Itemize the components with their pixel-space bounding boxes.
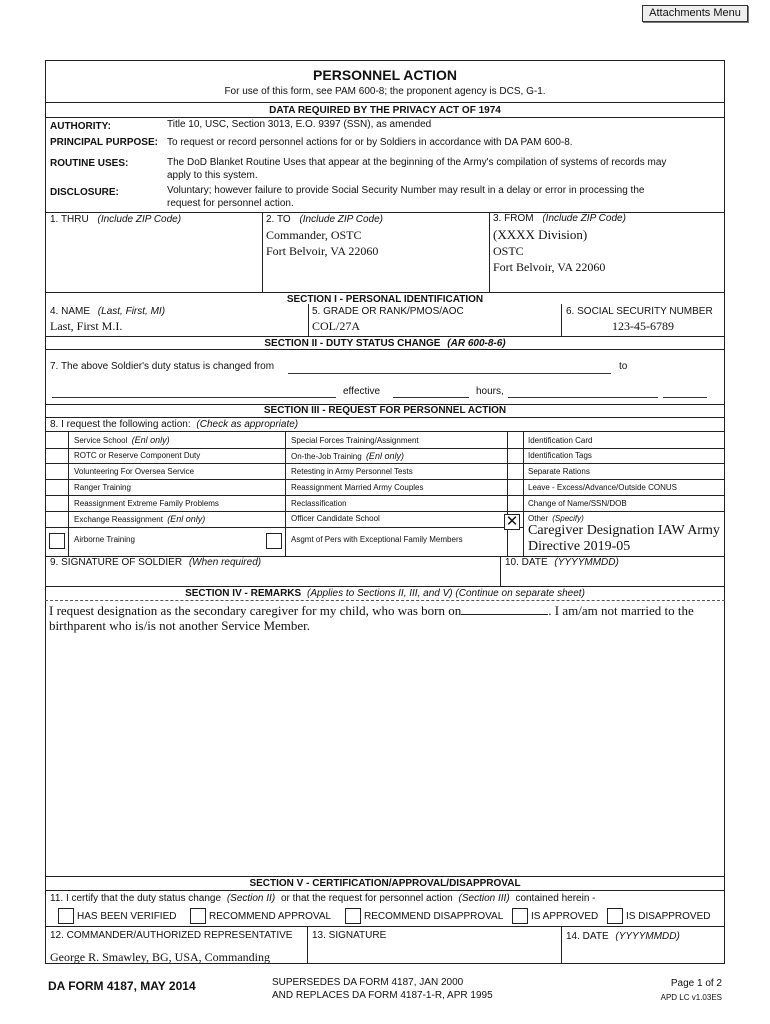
option-hint: (Specify) (552, 514, 584, 523)
disclosure-text-1: Voluntary; however failure to provide Social Security Number may result in a delay or error in processing the (167, 185, 645, 196)
remarks-line-1b: . I am/am not married to the (548, 603, 694, 618)
is-disapproved-label: IS DISAPPROVED (626, 911, 711, 922)
soldier-signature-hint: (When required) (188, 557, 262, 568)
option-id-card[interactable]: Identification Card (528, 436, 593, 445)
airborne-checkbox[interactable] (49, 533, 65, 549)
routine-text-1: The DoD Blanket Routine Uses that appear at the beginning of the Army's compilation of systems of records may (167, 157, 667, 168)
attachments-menu-label: Attachments Menu (649, 7, 741, 19)
purpose-text: To request or record personnel actions for or by Soldiers in accordance with DA PAM 600-8. (167, 137, 573, 148)
option-ranger[interactable]: Ranger Training (74, 483, 131, 492)
option-ocs[interactable]: Officer Candidate School (291, 514, 380, 523)
to-field[interactable] (266, 214, 383, 225)
option-id-tags[interactable]: Identification Tags (528, 451, 592, 460)
certify-d: (Section III) (458, 893, 510, 904)
thru-hint: (Include ZIP Code) (97, 214, 182, 225)
routine-text-2: apply to this system. (167, 170, 258, 181)
soldier-date-hint: (YYYYMMDD) (554, 557, 619, 568)
checkmark-icon: ✕ (505, 513, 519, 530)
option-oversea[interactable]: Volunteering For Oversea Service (74, 467, 195, 476)
option-separate-rations[interactable]: Separate Rations (528, 467, 590, 476)
effective-field[interactable] (393, 397, 469, 398)
supersedes-line-1: SUPERSEDES DA FORM 4187, JAN 2000 (272, 977, 464, 988)
section5-header: SECTION V - CERTIFICATION/APPROVAL/DISAPPROVAL (249, 878, 521, 889)
section3-header: SECTION III - REQUEST FOR PERSONNEL ACTION (263, 405, 507, 416)
certify-b: (Section II) (226, 893, 276, 904)
remarks-line-1a: I request designation as the secondary caregiver for my child, who was born on (49, 603, 462, 618)
request-action-label: 8. I request the following action: (50, 419, 191, 430)
option-label: Other (528, 514, 549, 523)
duty-status-text: 7. The above Soldier's duty status is changed from (50, 361, 275, 372)
attachments-menu-button[interactable] (642, 5, 748, 22)
effective-label: effective (343, 386, 381, 397)
remarks-line-2: birthparent who is/is not another Service Member. (49, 618, 311, 633)
thru-field[interactable] (50, 214, 181, 225)
section1-header: SECTION I - PERSONAL IDENTIFICATION (286, 294, 484, 305)
section2-title: SECTION II - DUTY STATUS CHANGE (264, 338, 441, 349)
is-disapproved-checkbox[interactable] (607, 908, 623, 924)
option-leave[interactable]: Leave - Excess/Advance/Outside CONUS (528, 483, 677, 492)
option-reassign-family[interactable]: Reassignment Extreme Family Problems (74, 499, 219, 508)
authority-text: Title 10, USC, Section 3013, E.O. 9397 (SSN), as amended (167, 119, 432, 130)
recommend-disapproval-checkbox[interactable] (345, 908, 361, 924)
other-checkbox[interactable] (504, 514, 520, 530)
grade-label: 5. GRADE OR RANK/PMOS/AOC (312, 306, 464, 317)
section4-hint: (Applies to Sections II, III, and V) (Continue on separate sheet) (306, 588, 585, 599)
is-approved-checkbox[interactable] (512, 908, 528, 924)
grade-value[interactable]: COL/27A (312, 319, 360, 333)
recommend-disapproval-label: RECOMMEND DISAPPROVAL (364, 911, 504, 922)
authority-label: AUTHORITY: (50, 121, 111, 132)
to-line-2: Fort Belvoir, VA 22060 (266, 244, 379, 258)
other-value-2[interactable]: Directive 2019-05 (528, 539, 631, 554)
name-value[interactable]: Last, First M.I. (50, 319, 123, 333)
routine-label: ROUTINE USES: (50, 158, 129, 169)
option-married-couples[interactable]: Reassignment Married Army Couples (291, 483, 424, 492)
has-been-verified-label: HAS BEEN VERIFIED (77, 911, 177, 922)
from-line-2: OSTC (493, 244, 524, 258)
option-retesting[interactable]: Retesting in Army Personnel Tests (291, 467, 413, 476)
disclosure-text-2: request for personnel action. (167, 198, 294, 209)
option-ojt[interactable] (291, 451, 404, 461)
from-hint: (Include ZIP Code) (542, 213, 626, 224)
page-number: Page 1 of 2 (670, 978, 722, 989)
approver-signature-field[interactable]: 13. SIGNATURE (312, 930, 387, 941)
exceptional-family-checkbox[interactable] (266, 533, 282, 549)
form-title: PERSONNEL ACTION (313, 67, 457, 83)
name-label: 4. NAME (50, 306, 91, 317)
recommend-approval-checkbox[interactable] (190, 908, 206, 924)
option-special-forces[interactable]: Special Forces Training/Assignment (291, 436, 419, 445)
option-hint: (Enl only) (131, 435, 170, 445)
disclosure-label: DISCLOSURE: (50, 187, 119, 198)
duty-to-field[interactable] (52, 397, 336, 398)
approver-date-hint: (YYYYMMDD) (615, 931, 680, 942)
option-reclassification[interactable]: Reclassification (291, 499, 347, 508)
duty-from-field[interactable] (288, 373, 611, 374)
has-been-verified-checkbox[interactable] (58, 908, 74, 924)
option-exchange[interactable] (74, 514, 205, 524)
from-field[interactable] (493, 213, 626, 224)
remarks-text[interactable] (49, 603, 721, 873)
section2-ref: (AR 600-8-6) (447, 338, 506, 349)
form-subtitle: For use of this form, see PAM 600-8; the proponent agency is DCS, G-1. (224, 86, 546, 97)
from-label: 3. FROM (493, 213, 534, 224)
option-rotc[interactable]: ROTC or Reserve Component Duty (74, 451, 201, 460)
ssn-value[interactable]: 123-45-6789 (612, 319, 674, 333)
from-line-3: Fort Belvoir, VA 22060 (493, 260, 606, 274)
certify-text (50, 893, 596, 904)
soldier-signature-label: 9. SIGNATURE OF SOLDIER (50, 557, 183, 568)
option-airborne[interactable]: Airborne Training (74, 535, 135, 544)
to-line-1: Commander, OSTC (266, 228, 362, 242)
option-label: Service School (74, 436, 128, 445)
request-action-text (50, 419, 298, 430)
certify-e: contained herein - (515, 893, 596, 904)
remarks-blank (461, 614, 548, 615)
approver-date-label: 14. DATE (566, 931, 609, 942)
commander-label: 12. COMMANDER/AUTHORIZED REPRESENTATIVE (50, 930, 293, 941)
request-action-hint: (Check as appropriate) (196, 419, 299, 430)
other-value-1[interactable]: Caregiver Designation IAW Army (528, 523, 720, 538)
approver-date-field[interactable] (566, 931, 680, 942)
option-label: Exchange Reassignment (74, 515, 163, 524)
supersedes-line-2: AND REPLACES DA FORM 4187-1-R, APR 1995 (272, 990, 493, 1001)
commander-value[interactable]: George R. Smawley, BG, USA, Commanding (50, 950, 270, 964)
purpose-label: PRINCIPAL PURPOSE: (50, 137, 158, 148)
to-label: 2. TO (266, 214, 291, 225)
soldier-signature-field[interactable] (50, 557, 261, 568)
thru-label: 1. THRU (50, 214, 89, 225)
option-hint: (Enl only) (365, 451, 404, 461)
from-line-1: (XXXX Division) (493, 227, 588, 242)
section4-title: SECTION IV - REMARKS (185, 588, 302, 599)
name-hint: (Last, First, MI) (97, 306, 166, 317)
hours-extra-field[interactable] (663, 397, 707, 398)
section4-header (45, 588, 725, 599)
option-hint: (Enl only) (167, 514, 206, 524)
hours-label: hours, (476, 386, 504, 397)
ssn-label: 6. SOCIAL SECURITY NUMBER (566, 306, 713, 317)
section2-header (45, 338, 725, 349)
option-service-school[interactable] (74, 435, 170, 445)
recommend-approval-label: RECOMMEND APPROVAL (209, 911, 332, 922)
duty-to-label: to (619, 361, 628, 372)
certify-a: 11. I certify that the duty status change (50, 893, 222, 904)
is-approved-label: IS APPROVED (531, 911, 599, 922)
form-version: APD LC v1.03ES (660, 993, 722, 1002)
privacy-header: DATA REQUIRED BY THE PRIVACY ACT OF 1974 (269, 105, 501, 116)
certify-c: or that the request for personnel action (280, 893, 453, 904)
option-name-change[interactable]: Change of Name/SSN/DOB (528, 499, 627, 508)
hours-field[interactable] (508, 397, 658, 398)
option-other[interactable] (528, 514, 584, 523)
soldier-date-field[interactable] (505, 557, 619, 568)
form-number: DA FORM 4187, MAY 2014 (48, 979, 196, 993)
option-label: On-the-Job Training (291, 452, 362, 461)
soldier-date-label: 10. DATE (505, 557, 548, 568)
to-hint: (Include ZIP Code) (299, 214, 383, 225)
option-exceptional-family[interactable]: Asgmt of Pers with Exceptional Family Members (291, 535, 463, 544)
name-field-label (50, 306, 165, 317)
